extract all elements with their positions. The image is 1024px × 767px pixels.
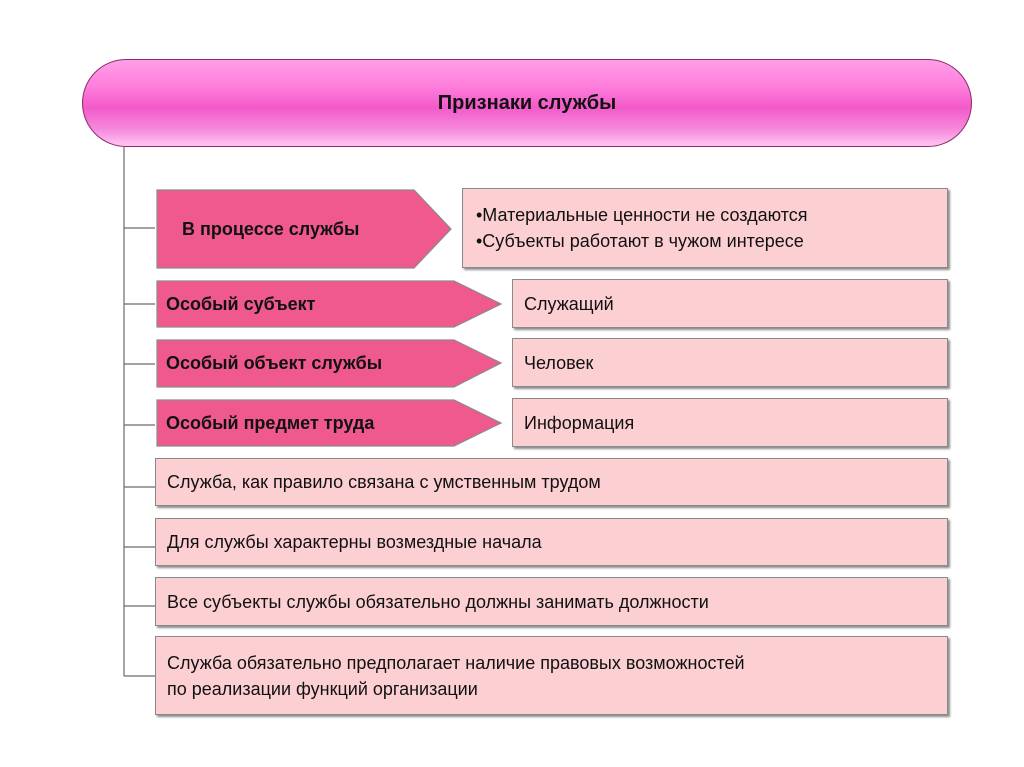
arrow-block-process: [155, 188, 455, 270]
feature-line: по реализации функций организации: [167, 678, 478, 699]
feature-box-mental-labor: [155, 458, 948, 506]
diagram-title-banner: [82, 59, 972, 147]
feature-box-compensation: [155, 518, 948, 566]
detail-box-process: [462, 188, 948, 268]
feature-line: Служба обязательно предполагает наличие правовых возможностей: [167, 652, 745, 673]
detail-box-subject: [512, 279, 948, 328]
feature-line: Все субъекты службы обязательно должны занимать должности: [167, 591, 709, 612]
feature-box-positions: [155, 577, 948, 626]
feature-box-legal-powers: [155, 636, 948, 715]
detail-line: Человек: [524, 352, 594, 373]
arrow-label: Особый предмет труда: [166, 412, 375, 433]
arrow-label: В процессе службы: [182, 218, 360, 239]
arrow-block-object: [155, 338, 505, 389]
arrow-label: Особый объект службы: [166, 353, 383, 373]
detail-line: Служащий: [524, 293, 614, 314]
detail-line: •Материальные ценности не создаются: [476, 205, 808, 225]
feature-line: Для службы характерны возмездные начала: [167, 532, 542, 552]
arrow-block-subject: [155, 279, 505, 329]
arrow-label: Особый субъект: [166, 293, 316, 314]
arrow-block-labor-subject: [155, 398, 505, 448]
detail-box-labor-subject: [512, 398, 948, 447]
detail-box-object: [512, 338, 948, 387]
diagram-title: Признаки службы: [437, 91, 617, 114]
feature-line: Служба, как правило связана с умственным трудом: [167, 472, 601, 492]
detail-line: Информация: [524, 412, 635, 433]
detail-line: •Субъекты работают в чужом интересе: [476, 231, 804, 251]
